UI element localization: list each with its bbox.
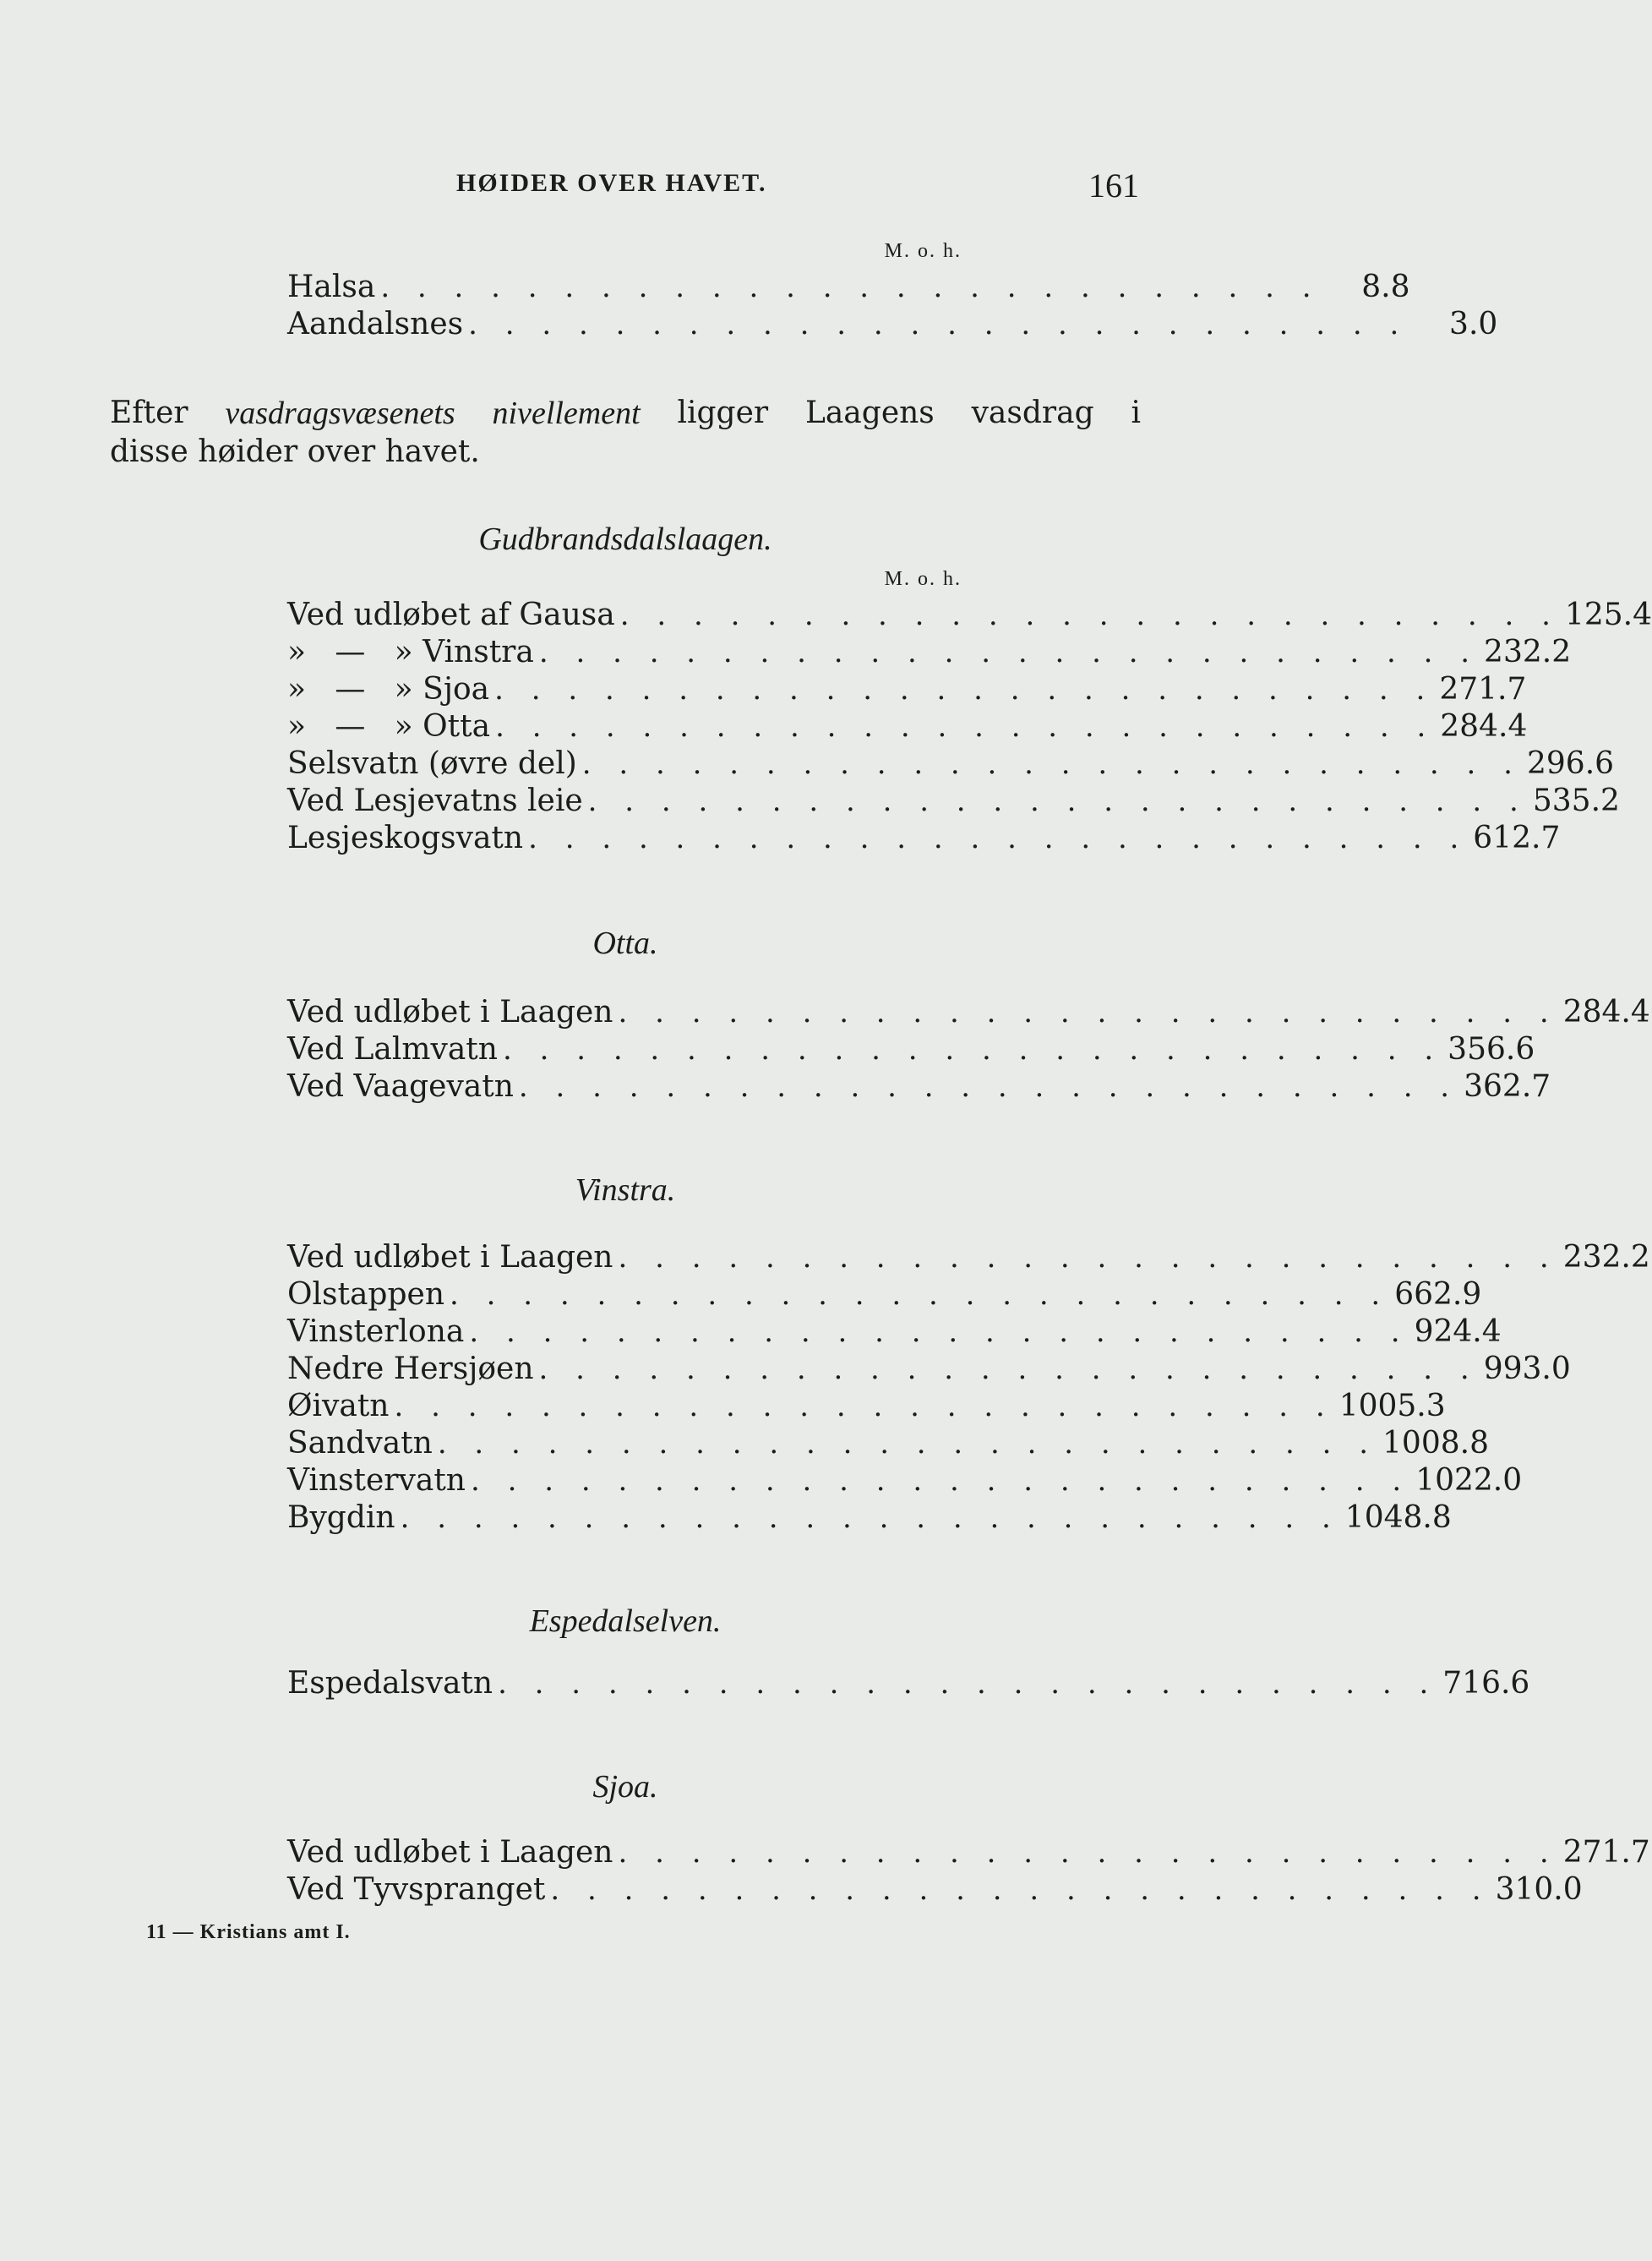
entry-name: » — » Sjoa (287, 672, 490, 707)
entry-value: 310.0 (1495, 1872, 1583, 1907)
list-entry (287, 1499, 1452, 1537)
paragraph-word: i (1131, 396, 1141, 430)
list-entry (287, 1388, 1446, 1425)
list-entry (287, 1031, 1535, 1068)
dot-leader: . . . . . . . . . . . . . . . . . . . . . . . . . . (498, 1667, 1438, 1701)
entry-value: 362.7 (1464, 1069, 1551, 1104)
dot-leader: . . . . . . . . . . . . . . . . . . . . . . . . . . (394, 1390, 1334, 1423)
list-entry (287, 820, 1561, 857)
page-footer: 11 — Kristians amt I. (146, 1921, 351, 1943)
entry-value: 284.4 (1440, 709, 1528, 744)
list-entry (287, 671, 1527, 708)
dot-leader: . . . . . . . . . . . . . . . . . . . . . . . . . . (581, 747, 1522, 781)
dot-leader: . . . . . . . . . . . . . . . . . . . . . . . . . . (469, 1315, 1409, 1349)
dot-leader: . . . . . . . . . . . . . . . . . . . . . . . . . . (528, 822, 1469, 855)
page-number: 161 (1088, 167, 1139, 205)
entry-value: 125.4 (1564, 598, 1652, 632)
entry-value: 662.9 (1394, 1277, 1482, 1312)
entry-value: 284.4 (1562, 995, 1650, 1029)
dot-leader: . . . . . . . . . . . . . . . . . . . . . . . . . . (470, 1464, 1411, 1498)
paragraph-word: nivellement (492, 396, 641, 431)
dot-leader: . . . . . . . . . . . . . . . . . . . . . . . . . . (437, 1427, 1378, 1461)
list-entry (287, 994, 1650, 1031)
dot-leader: . . . . . . . . . . . . . . . . . . . . . . . . . . (618, 1836, 1558, 1870)
list-entry (287, 1068, 1551, 1106)
entry-name: Ved udløbet i Laagen (287, 1835, 613, 1870)
entry-name: Ved udløbet i Laagen (287, 1240, 613, 1275)
section-title: Otta. (592, 926, 658, 961)
paragraph-word: Laagens (804, 396, 935, 430)
entry-name: Ved Lalmvatn (287, 1032, 498, 1067)
entry-name: Aandalsnes (287, 307, 464, 341)
entry-value: 535.2 (1532, 784, 1620, 818)
entry-name: Halsa (287, 270, 376, 304)
entry-value: 1022.0 (1415, 1463, 1523, 1498)
dot-leader: . . . . . . . . . . . . . . . . . . . . . . . . . . (619, 598, 1560, 632)
list-entry (287, 1313, 1502, 1351)
entry-name: » — » Vinstra (287, 635, 534, 669)
paragraph-line (110, 394, 1141, 433)
entry-value: 232.2 (1562, 1240, 1650, 1275)
entry-name: Øivatn (287, 1389, 390, 1423)
section-title: Gudbrandsdalslaagen. (478, 522, 772, 557)
list-entry (287, 1425, 1489, 1462)
list-entry (287, 745, 1615, 783)
list-entry (287, 1871, 1583, 1909)
dot-leader: . . . . . . . . . . . . . . . . . . . . . . . . . . (468, 308, 1409, 341)
entry-value: 271.7 (1439, 672, 1527, 707)
entry-value: 924.4 (1414, 1314, 1502, 1349)
entry-value: 356.6 (1448, 1032, 1535, 1067)
entry-name: Ved Lesjevatns leie (287, 784, 583, 818)
list-entry (287, 634, 1572, 671)
entry-value: 296.6 (1526, 746, 1615, 781)
list-entry (287, 1351, 1571, 1388)
dot-leader: . . . . . . . . . . . . . . . . . . . . . . . . . . (618, 1241, 1558, 1275)
dot-leader: . . . . . . . . . . . . . . . . . . . . . . . . . . (538, 1352, 1479, 1386)
intro-paragraph (110, 394, 1141, 472)
dot-leader: . . . . . . . . . . . . . . . . . . . . . . . . . . (518, 1070, 1459, 1104)
list-entry (287, 597, 1652, 634)
entry-value: 1008.8 (1382, 1426, 1489, 1461)
dot-leader: . . . . . . . . . . . . . . . . . . . . . . . . . . (400, 1501, 1340, 1535)
dot-leader: . . . . . . . . . . . . . . . . . . . . . . . . . . (494, 673, 1435, 707)
section-title: Vinstra. (575, 1172, 676, 1208)
entry-value: 716.6 (1442, 1666, 1530, 1701)
entry-name: Ved Tyvspranget (287, 1872, 546, 1907)
entry-name: Ved udløbet i Laagen (287, 995, 613, 1029)
list-entry (287, 1462, 1523, 1499)
column-unit-label: M. o. h. (884, 568, 962, 590)
entry-value: 1048.8 (1344, 1500, 1452, 1535)
entry-name: Olstappen (287, 1277, 445, 1312)
running-title: HØIDER OVER HAVET. (456, 169, 767, 197)
list-entry (287, 269, 1410, 306)
entry-name: Ved udløbet af Gausa (287, 598, 615, 632)
dot-leader: . . . . . . . . . . . . . . . . . . . . . . . . . . (618, 996, 1558, 1029)
entry-value: 612.7 (1473, 821, 1561, 855)
paragraph-word: Efter (110, 396, 188, 430)
entry-name: Espedalsvatn (287, 1666, 493, 1701)
list-entry (287, 1239, 1650, 1276)
entry-value: 3.0 (1449, 307, 1498, 341)
dot-leader: . . . . . . . . . . . . . . . . . . . . . . . . . . (495, 710, 1436, 744)
entry-name: Sandvatn (287, 1426, 433, 1461)
entry-name: Vinsterlona (287, 1314, 465, 1349)
entry-value: 232.2 (1484, 635, 1572, 669)
column-unit-label: M. o. h. (884, 240, 962, 262)
dot-leader: . . . . . . . . . . . . . . . . . . . . . . . . . . (587, 784, 1528, 818)
entry-name: Nedre Hersjøen (287, 1352, 534, 1386)
running-head (0, 166, 1420, 203)
list-entry (287, 1665, 1530, 1702)
dot-leader: . . . . . . . . . . . . . . . . . . . . . . . . . . (538, 636, 1480, 669)
list-entry (287, 1834, 1650, 1871)
section-title: Sjoa. (592, 1769, 658, 1805)
dot-leader: . . . . . . . . . . . . . . . . . . . . . . . . . . (550, 1873, 1491, 1907)
entry-name: Ved Vaagevatn (287, 1069, 514, 1104)
entry-name: Vinstervatn (287, 1463, 466, 1498)
section-title: Espedalselven. (529, 1603, 722, 1639)
entry-value: 271.7 (1562, 1835, 1650, 1870)
paragraph-word: ligger (677, 396, 769, 430)
dot-leader: . . . . . . . . . . . . . . . . . . . . . . . . . . (380, 270, 1321, 304)
list-entry (287, 708, 1528, 745)
paragraph-word: vasdragsvæsenets (225, 396, 455, 431)
paragraph-line: disse høider over havet. (110, 434, 480, 469)
list-entry (287, 306, 1498, 343)
entry-name: » — » Otta (287, 709, 491, 744)
dot-leader: . . . . . . . . . . . . . . . . . . . . . . . . . . (450, 1278, 1390, 1312)
list-entry (287, 783, 1620, 820)
entry-name: Lesjeskogsvatn (287, 821, 524, 855)
entry-name: Selsvatn (øvre del) (287, 746, 577, 781)
list-entry (287, 1276, 1482, 1313)
entry-value: 8.8 (1361, 270, 1410, 304)
dot-leader: . . . . . . . . . . . . . . . . . . . . . . . . . . (502, 1033, 1443, 1067)
entry-name: Bygdin (287, 1500, 395, 1535)
entry-value: 993.0 (1483, 1352, 1571, 1386)
entry-value: 1005.3 (1339, 1389, 1446, 1423)
paragraph-word: vasdrag (971, 396, 1094, 430)
